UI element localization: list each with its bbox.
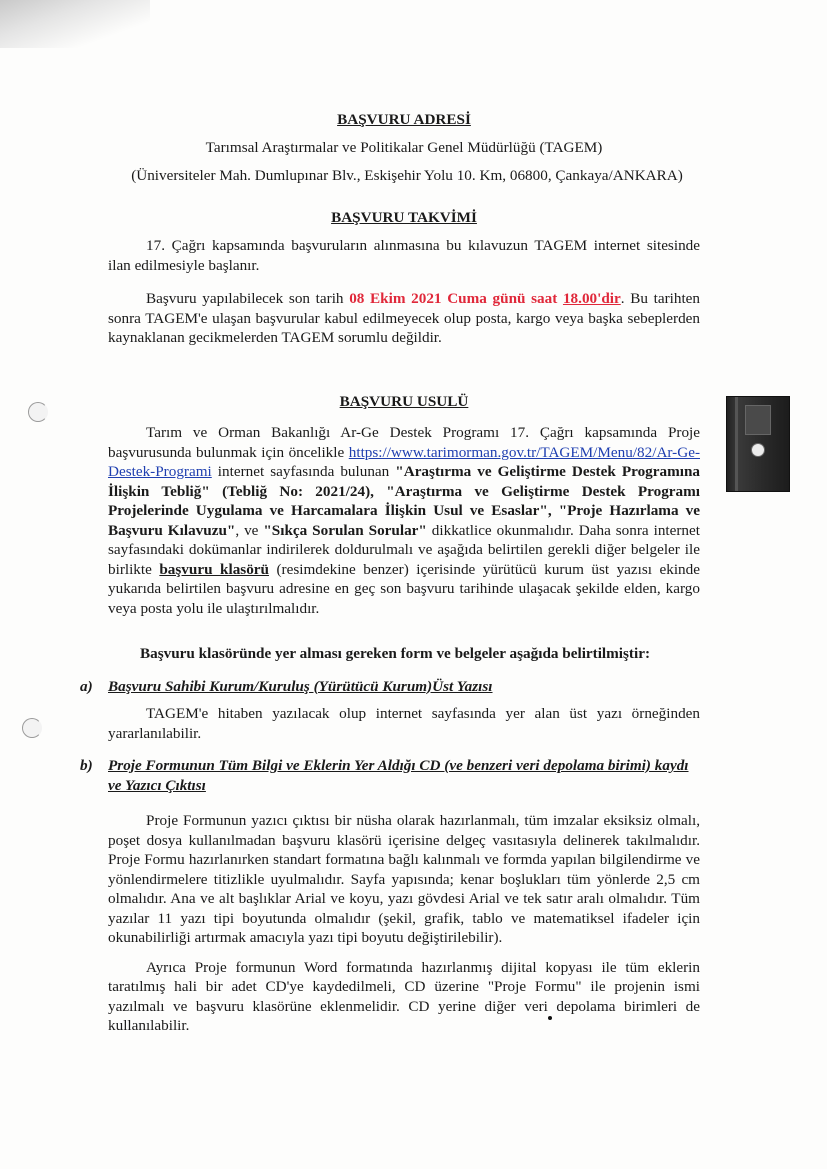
deadline-date: 08 Ekim 2021 Cuma günü saat [349,290,563,307]
item-b-header [80,756,700,795]
item-a-header [80,677,700,697]
heading-application-address: BAŞVURU ADRESİ [337,111,471,128]
binder-spine [735,397,738,491]
binder-ring-icon [751,443,765,457]
punch-hole-top [28,402,48,422]
calendar-p2-text-a: Başvuru yapılabilecek son tarih [146,290,350,307]
item-b-paragraph-1: Proje Formunun yazıcı çıktısı bir nüsha olarak hazırlanmalı, tüm imzalar eksiksiz olmalı, poşet dosya kullanılmadan başvuru klasörü içerisine delgeç vasıtasıyla delinerek takılmalıdır. Proje Formu hazırlanırken standart formatına bağlı kalınmalı ve formda yapılan bilgilendirme ve yönlendirmelere titizlikle uyulmalıdır. Sayfa yapısında; kenar boşlukları tüm yönlerde 2,5 cm olmalıdır. Ana ve alt başlıklar Arial ve koyu, yazı gövdesi Arial ve tek satır aralı olmalıdır. Tüm yazılar 11 yazı tipi boyutunda olmalıdır (şekil, grafik, tablo ve matematiksel ifadeler için okunabilirliği artırmak amacıyla yazı tipi boyutu değiştirilebilir). [108,812,700,946]
procedure-text-a: Tarım ve Orman Bakanlığı Ar-Ge Destek Programı 17. Çağrı kapsamında Proje başvurusunda bulunmak için öncelikle [108,424,700,461]
item-a-paragraph: TAGEM'e hitaben yazılacak olup internet sayfasında yer alan üst yazı örneğinden yararlanılabilir. [108,705,700,742]
calendar-paragraph-1: 17. Çağrı kapsamında başvuruların alınmasına bu kılavuzun TAGEM internet sitesinde ilan edilmesiyle başlanır. [108,237,700,274]
calendar-p2-text-b: . Bu tarihten sonra TAGEM'e ulaşan başvurular kabul edilmeyecek olup posta, kargo veya başka sebeplerden kaynaklanan gecikmelerden TAGEM sorumlu değildir. [108,290,701,346]
item-a-title: Başvuru Sahibi Kurum/Kuruluş (Yürütücü Kurum)Üst Yazısı [108,677,493,695]
address-line-2: (Üniversiteler Mah. Dumlupınar Blv., Eskişehir Yolu 10. Km, 06800, Çankaya/ANKARA) [131,167,683,184]
procedure-text-c: , ve [235,521,264,539]
procedure-text-e: (resimdekine benzer) içerisinde yürütücü kurum üst yazısı ekinde yukarıda belirtilen başvuru adresine en geç son başvuru tarihinde ulaşacak şekilde elden, kargo veya posta yolu ile ulaştırılmalıdır. [108,560,700,617]
item-b-letter: b) [80,757,93,774]
item-b-title: Proje Formunun Tüm Bilgi ve Eklerin Yer Aldığı CD (ve benzeri veri depolama birimi) kaydı ve Yazıcı Çıktısı [108,757,689,794]
procedure-text-d: dikkatlice okunmalıdır. Daha sonra internet sayfasındaki dokümanlar indirilerek doldurulmalı ve aşağıda belirtilen gerekli diğer belgeler ile birlikte [108,521,700,578]
procedure-binder-term: başvuru klasörü [159,560,269,578]
procedure-faq: "Sıkça Sorulan Sorular" [263,521,427,539]
tagem-website-link[interactable]: https://www.tarimorman.gov.tr/TAGEM/Menu/82/Ar-Ge-Destek-Programi [108,443,700,480]
punch-hole-bottom [22,718,42,738]
procedure-paragraph [108,423,700,618]
document-body [80,100,701,1036]
required-documents-intro: Başvuru klasöründe yer alması gereken form ve belgeler aşağıda belirtilmiştir: [140,645,651,662]
item-b-paragraph-2: Ayrıca Proje formunun Word formatında hazırlanmış dijital kopyası ile tüm eklerin taratılmış hali bir adet CD'ye kaydedilmeli, CD üzerine "Proje Formu" ile projenin ismi yazılmalı ve başvuru klasörüne eklenmelidir. CD yerine diğer veri depolama birimleri de kullanılabilir. [108,958,700,1034]
procedure-documents-list: "Araştırma ve Geliştirme Destek Programına İlişkin Tebliğ" (Tebliğ No: 2021/24), "Araştırma ve Geliştirme Destek Programı Projelerinde Uygulama ve Harcamalara İlişkin Usul ve Esaslar", "Proje Hazırlama ve Başvuru Kılavuzu" [108,463,700,539]
procedure-text-b: internet sayfasında bulunan [211,463,396,480]
binder-label [745,405,771,435]
calendar-paragraph-2 [108,289,700,348]
binder-folder-image [726,396,790,492]
deadline-time: 18.00'dir [562,290,621,307]
ink-dot [548,1016,552,1020]
folded-corner-shadow [0,0,150,48]
heading-application-procedure: BAŞVURU USULÜ [339,392,469,410]
item-a-letter: a) [80,677,93,695]
address-line-1: Tarımsal Araştırmalar ve Politikalar Genel Müdürlüğü (TAGEM) [205,138,603,156]
heading-application-calendar: BAŞVURU TAKVİMİ [331,208,477,226]
